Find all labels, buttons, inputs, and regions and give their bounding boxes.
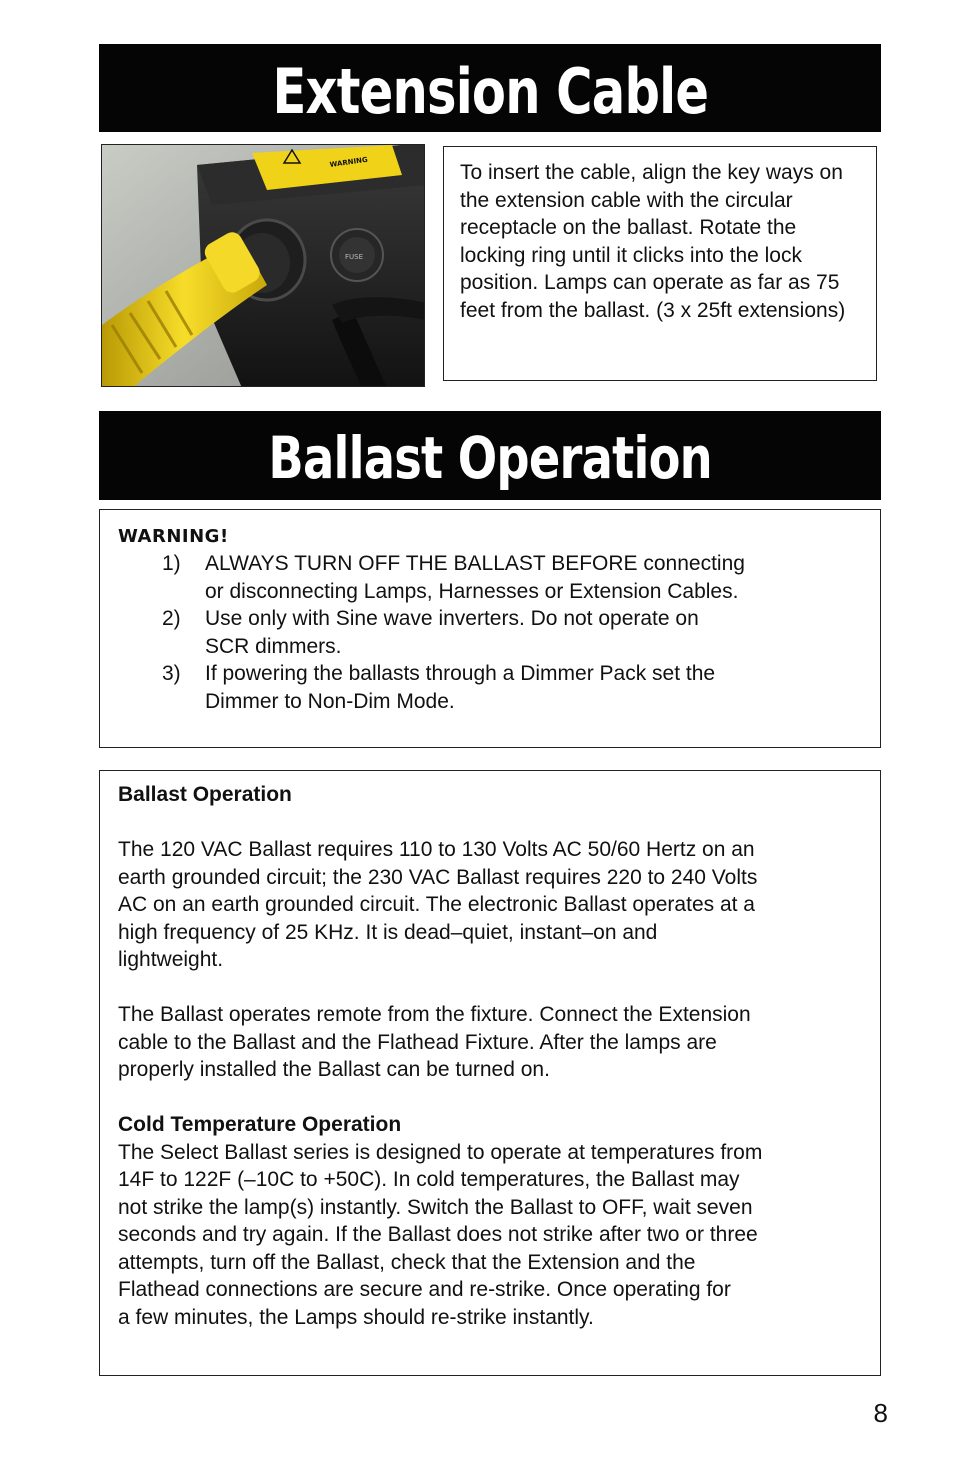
cold-temperature-title: Cold Temperature Operation xyxy=(118,1113,402,1136)
extension-cable-instructions xyxy=(443,146,877,381)
ballast-operation-box xyxy=(99,770,881,1376)
fuse-label-text: FUSE xyxy=(345,253,364,261)
warning-box xyxy=(99,509,881,748)
warning-title: WARNING! xyxy=(118,526,229,547)
warning-item: 2) Use only with Sine wave inverters. Do not operate on SCR dimmers. xyxy=(162,607,699,658)
cold-temperature-paragraph: The Select Ballast series is designed to operate at temperatures from 14F to 122F (–10C to +50C). In cold temperatures, the Ballast may not strike the lamp(s) instantly. Switch the Ballast to OFF, wait seven seconds and try again. If the Ballast does not strike after two or three attempts, turn off the Ballast, check that the Extension and the Flathead connections are secure and re-strike. Once operating for a few minutes, the Lamps should re-strike instantly. xyxy=(118,1140,763,1329)
page-number: 8 xyxy=(873,1398,888,1428)
extension-cable-heading: Extension Cable xyxy=(99,44,881,132)
warning-item: 1) ALWAYS TURN OFF THE BALLAST BEFORE connecting or disconnecting Lamps, Harnesses or Extension Cables. xyxy=(162,552,745,603)
ballast-connector-illustration xyxy=(102,145,425,387)
extension-cable-photo xyxy=(101,144,425,387)
extension-cable-text: To insert the cable, align the key ways on the extension cable with the circular receptacle on the ballast. Rotate the locking ring until it clicks into the lock position. Lamps can operate as far as 75 feet from the ballast. (3 x 25ft extensions) xyxy=(460,161,846,322)
warning-list xyxy=(118,550,862,715)
operation-paragraph-1: The 120 VAC Ballast requires 110 to 130 Volts AC 50/60 Hertz on an earth grounded circuit; the 230 VAC Ballast requires 220 to 240 Volts AC on an earth grounded circuit. The electronic Ballast operates at a high frequency of 25 KHz. It is dead–quiet, instant–on and lightweight. xyxy=(118,838,758,971)
warning-label-text: WARNING xyxy=(329,155,369,169)
operation-paragraph-2: The Ballast operates remote from the fixture. Connect the Extension cable to the Ballast and the Flathead Fixture. After the lamps are properly installed the Ballast can be turned on. xyxy=(118,1003,751,1081)
operation-title: Ballast Operation xyxy=(118,783,292,806)
ballast-operation-heading: Ballast Operation xyxy=(99,411,881,500)
warning-item: 3) If powering the ballasts through a Dimmer Pack set the Dimmer to Non-Dim Mode. xyxy=(162,662,716,713)
